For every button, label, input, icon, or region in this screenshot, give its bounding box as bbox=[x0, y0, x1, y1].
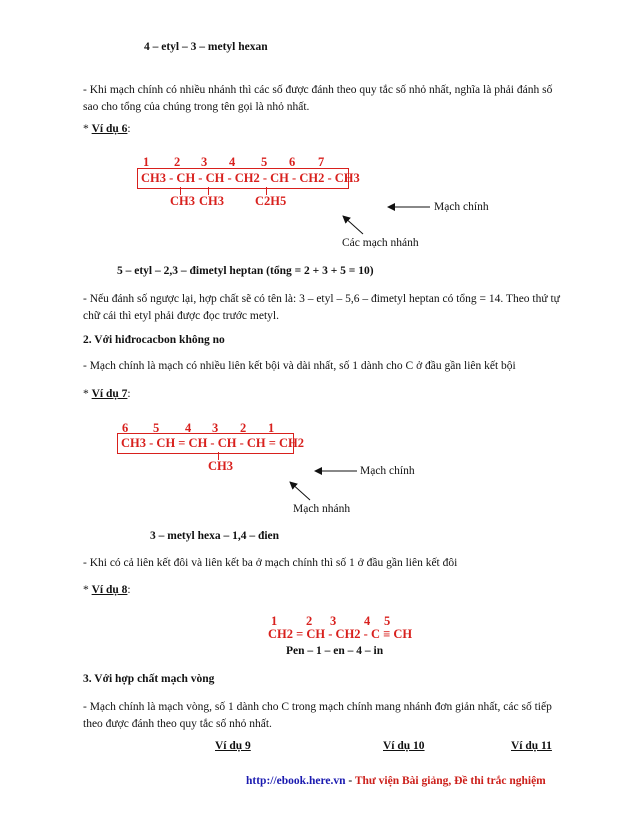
branch-label: Mạch nhánh bbox=[293, 503, 351, 515]
carbon-number: 7 bbox=[318, 155, 325, 169]
section3-title: 3. Với hợp chất mạch vòng bbox=[83, 673, 215, 685]
unsaturated-rule-paragraph: - Mạch chính là mạch có nhiều liên kết bội và dài nhất, số 1 dành cho C ở đầu gần liên kết bội bbox=[83, 360, 516, 372]
main-chain-formula: CH3 - CH = CH - CH - CH = CH2 bbox=[121, 436, 304, 450]
carbon-number: 2 bbox=[306, 614, 313, 628]
carbon-number: 4 bbox=[364, 614, 371, 628]
footer-link[interactable]: http://ebook.here.vn bbox=[246, 775, 346, 787]
carbon-number: 6 bbox=[122, 421, 129, 435]
reverse-numbering-paragraph: - Nếu đánh số ngược lại, hợp chất sẽ có tên là: 3 – etyl – 5,6 – đimetyl heptan có tổng = 14. Theo thứ tự chữ cái thì etyl phải được đọc trước metyl. bbox=[83, 293, 560, 322]
branch-formula: CH3 bbox=[170, 194, 195, 208]
main-chain-label: Mạch chính bbox=[360, 465, 415, 477]
chain-formula: CH2 = CH - CH2 - C ≡ CH bbox=[268, 627, 413, 641]
carbon-number: 1 bbox=[271, 614, 278, 628]
example11-label: Ví dụ 11 bbox=[511, 740, 552, 752]
carbon-number: 4 bbox=[229, 155, 236, 169]
arrow-branch bbox=[290, 482, 310, 500]
rule-branches-paragraph: - Khi mạch chính có nhiều nhánh thì các số được đánh theo quy tắc số nhỏ nhất, nghĩa là phải đánh số sao cho tổng của chúng trong tên gọi là nhỏ nhất. bbox=[83, 84, 553, 113]
carbon-number: 5 bbox=[384, 614, 391, 628]
carbon-number: 3 bbox=[212, 421, 219, 435]
arrow-branches bbox=[343, 216, 363, 234]
example10-label: Ví dụ 10 bbox=[383, 740, 425, 752]
main-chain-formula: CH3 - CH - CH - CH2 - CH - CH2 - CH3 bbox=[141, 171, 360, 185]
branch-formula: C2H5 bbox=[255, 194, 287, 208]
footer bbox=[246, 775, 546, 787]
carbon-number: 4 bbox=[185, 421, 192, 435]
example6-label: Ví dụ 6 bbox=[91, 123, 128, 135]
example8-heading: * Ví dụ 8: bbox=[83, 584, 131, 596]
footer-separator: - bbox=[345, 775, 355, 787]
example8-label: Ví dụ 8 bbox=[91, 584, 128, 596]
example9-label: Ví dụ 9 bbox=[215, 740, 251, 752]
branch-label: Các mạch nhánh bbox=[342, 237, 419, 249]
double-triple-rule-paragraph: - Khi có cả liên kết đôi và liên kết ba ở mạch chính thì số 1 ở đầu gần liên kết đôi bbox=[83, 557, 458, 569]
carbon-number: 3 bbox=[201, 155, 208, 169]
section2-title: 2. Với hiđrocacbon không no bbox=[83, 334, 225, 346]
main-chain-label: Mạch chính bbox=[434, 201, 489, 213]
carbon-number: 6 bbox=[289, 155, 296, 169]
example7-heading: * Ví dụ 7: bbox=[83, 388, 131, 400]
carbon-number: 3 bbox=[330, 614, 337, 628]
example5-name: 4 – etyl – 3 – metyl hexan bbox=[144, 41, 268, 53]
example6-heading: * Ví dụ 6: bbox=[83, 123, 131, 135]
carbon-number: 5 bbox=[261, 155, 268, 169]
carbon-number: 1 bbox=[268, 421, 275, 435]
example7-label: Ví dụ 7 bbox=[91, 388, 128, 400]
example7-name: 3 – metyl hexa – 1,4 – đien bbox=[150, 530, 280, 542]
branch-formula: CH3 bbox=[208, 459, 233, 473]
footer-text: Thư viện Bài giảng, Đề thi trắc nghiệm bbox=[354, 775, 546, 787]
example8-name: Pen – 1 – en – 4 – in bbox=[286, 645, 384, 657]
carbon-number: 2 bbox=[240, 421, 247, 435]
ring-rule-paragraph: - Mạch chính là mạch vòng, số 1 dành cho C trong mạch chính mang nhánh đơn giản nhất, các số tiếp theo được đánh theo quy tắc số nhỏ nhất. bbox=[83, 701, 552, 730]
carbon-number: 2 bbox=[174, 155, 181, 169]
carbon-number: 5 bbox=[153, 421, 160, 435]
branch-formula: CH3 bbox=[199, 194, 224, 208]
example6-name: 5 – etyl – 2,3 – đimetyl heptan (tổng = 2 + 3 + 5 = 10) bbox=[117, 265, 374, 277]
carbon-number: 1 bbox=[143, 155, 150, 169]
